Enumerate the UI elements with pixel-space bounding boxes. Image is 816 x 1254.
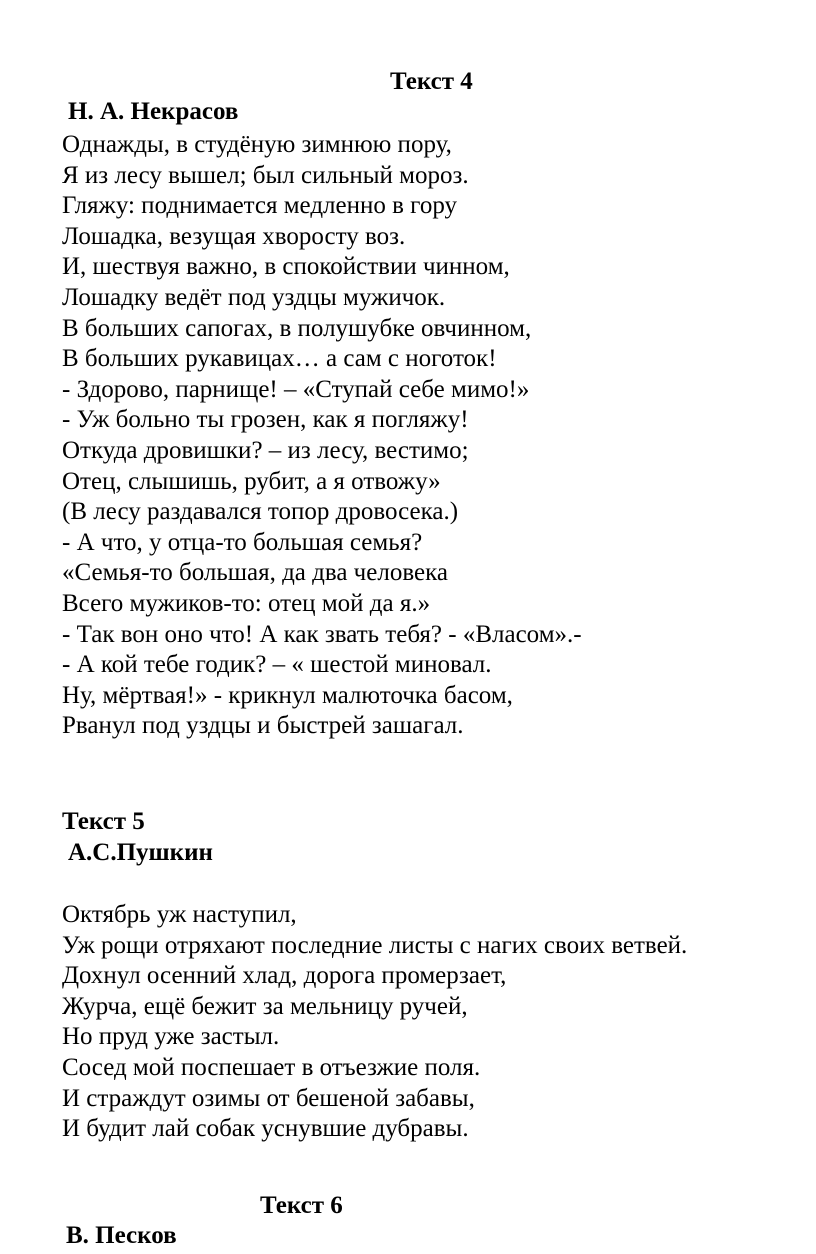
poem-line: Рванул под уздцы и быстрей зашагал. — [62, 712, 464, 740]
poem-line: Гляжу: поднимается медленно в гору — [62, 192, 457, 220]
poem-line: Уж рощи отряхают последние листы с нагих своих ветвей. — [62, 931, 688, 959]
text6-author: В. Песков — [66, 1222, 177, 1249]
text4-author: Н. А. Некрасов — [68, 98, 239, 125]
poem-line: Лошадка, везущая хворосту воз. — [62, 222, 406, 250]
text5-poem — [62, 900, 687, 1145]
poem-line: Октябрь уж наступил, — [62, 901, 297, 928]
poem-line: Дохнул осенний хлад, дорога промерзает, — [62, 962, 507, 990]
poem-line: Сосед мой поспешает в отъезжие поля. — [62, 1053, 481, 1081]
poem-line: В больших сапогах, в полушубке овчинном, — [62, 314, 532, 342]
poem-line: И будит лай собак уснувшие дубравы. — [62, 1115, 469, 1143]
poem-line: Откуда дровишки? – из лесу, вестимо; — [62, 436, 469, 464]
poem-line: «Семья-то большая, да два человека — [62, 559, 448, 587]
poem-line: Но пруд уже застыл. — [62, 1023, 280, 1051]
poem-line: - А что, у отца-то большая семья? — [62, 528, 423, 556]
poem-line: Лошадку ведёт под уздцы мужичок. — [62, 283, 446, 311]
text5-title: Текст 5 — [62, 808, 145, 835]
text4-poem — [62, 130, 582, 742]
poem-line: В больших рукавицах… а сам с ноготок! — [62, 345, 497, 373]
poem-line: - Уж больно ты грозен, как я погляжу! — [62, 406, 469, 434]
text5-author: А.С.Пушкин — [68, 839, 213, 866]
poem-line: Всего мужиков-то: отец мой да я.» — [62, 589, 431, 617]
text6-title: Текст 6 — [260, 1192, 343, 1219]
poem-line: - А кой тебе годик? – « шестой миновал. — [62, 651, 492, 679]
poem-line: - Так вон оно что! А как звать тебя? - «Власом».- — [62, 620, 582, 648]
poem-line: Ну, мёртвая!» - крикнул малюточка басом, — [62, 681, 513, 709]
poem-line: (В лесу раздавался топор дровосека.) — [62, 498, 459, 526]
poem-line: Журча, ещё бежит за мельницу ручей, — [62, 992, 468, 1020]
poem-line: И страждут озимы от бешеной забавы, — [62, 1084, 475, 1112]
poem-line: Отец, слышишь, рубит, а я отвожу» — [62, 467, 441, 495]
poem-line: - Здорово, парнище! – «Ступай себе мимо!» — [62, 375, 530, 403]
poem-line: Однажды, в студёную зимнюю пору, — [62, 131, 452, 158]
poem-line: И, шествуя важно, в спокойствии чинном, — [62, 253, 510, 281]
poem-line: Я из лесу вышел; был сильный мороз. — [62, 161, 469, 189]
text4-title: Текст 4 — [390, 68, 473, 95]
